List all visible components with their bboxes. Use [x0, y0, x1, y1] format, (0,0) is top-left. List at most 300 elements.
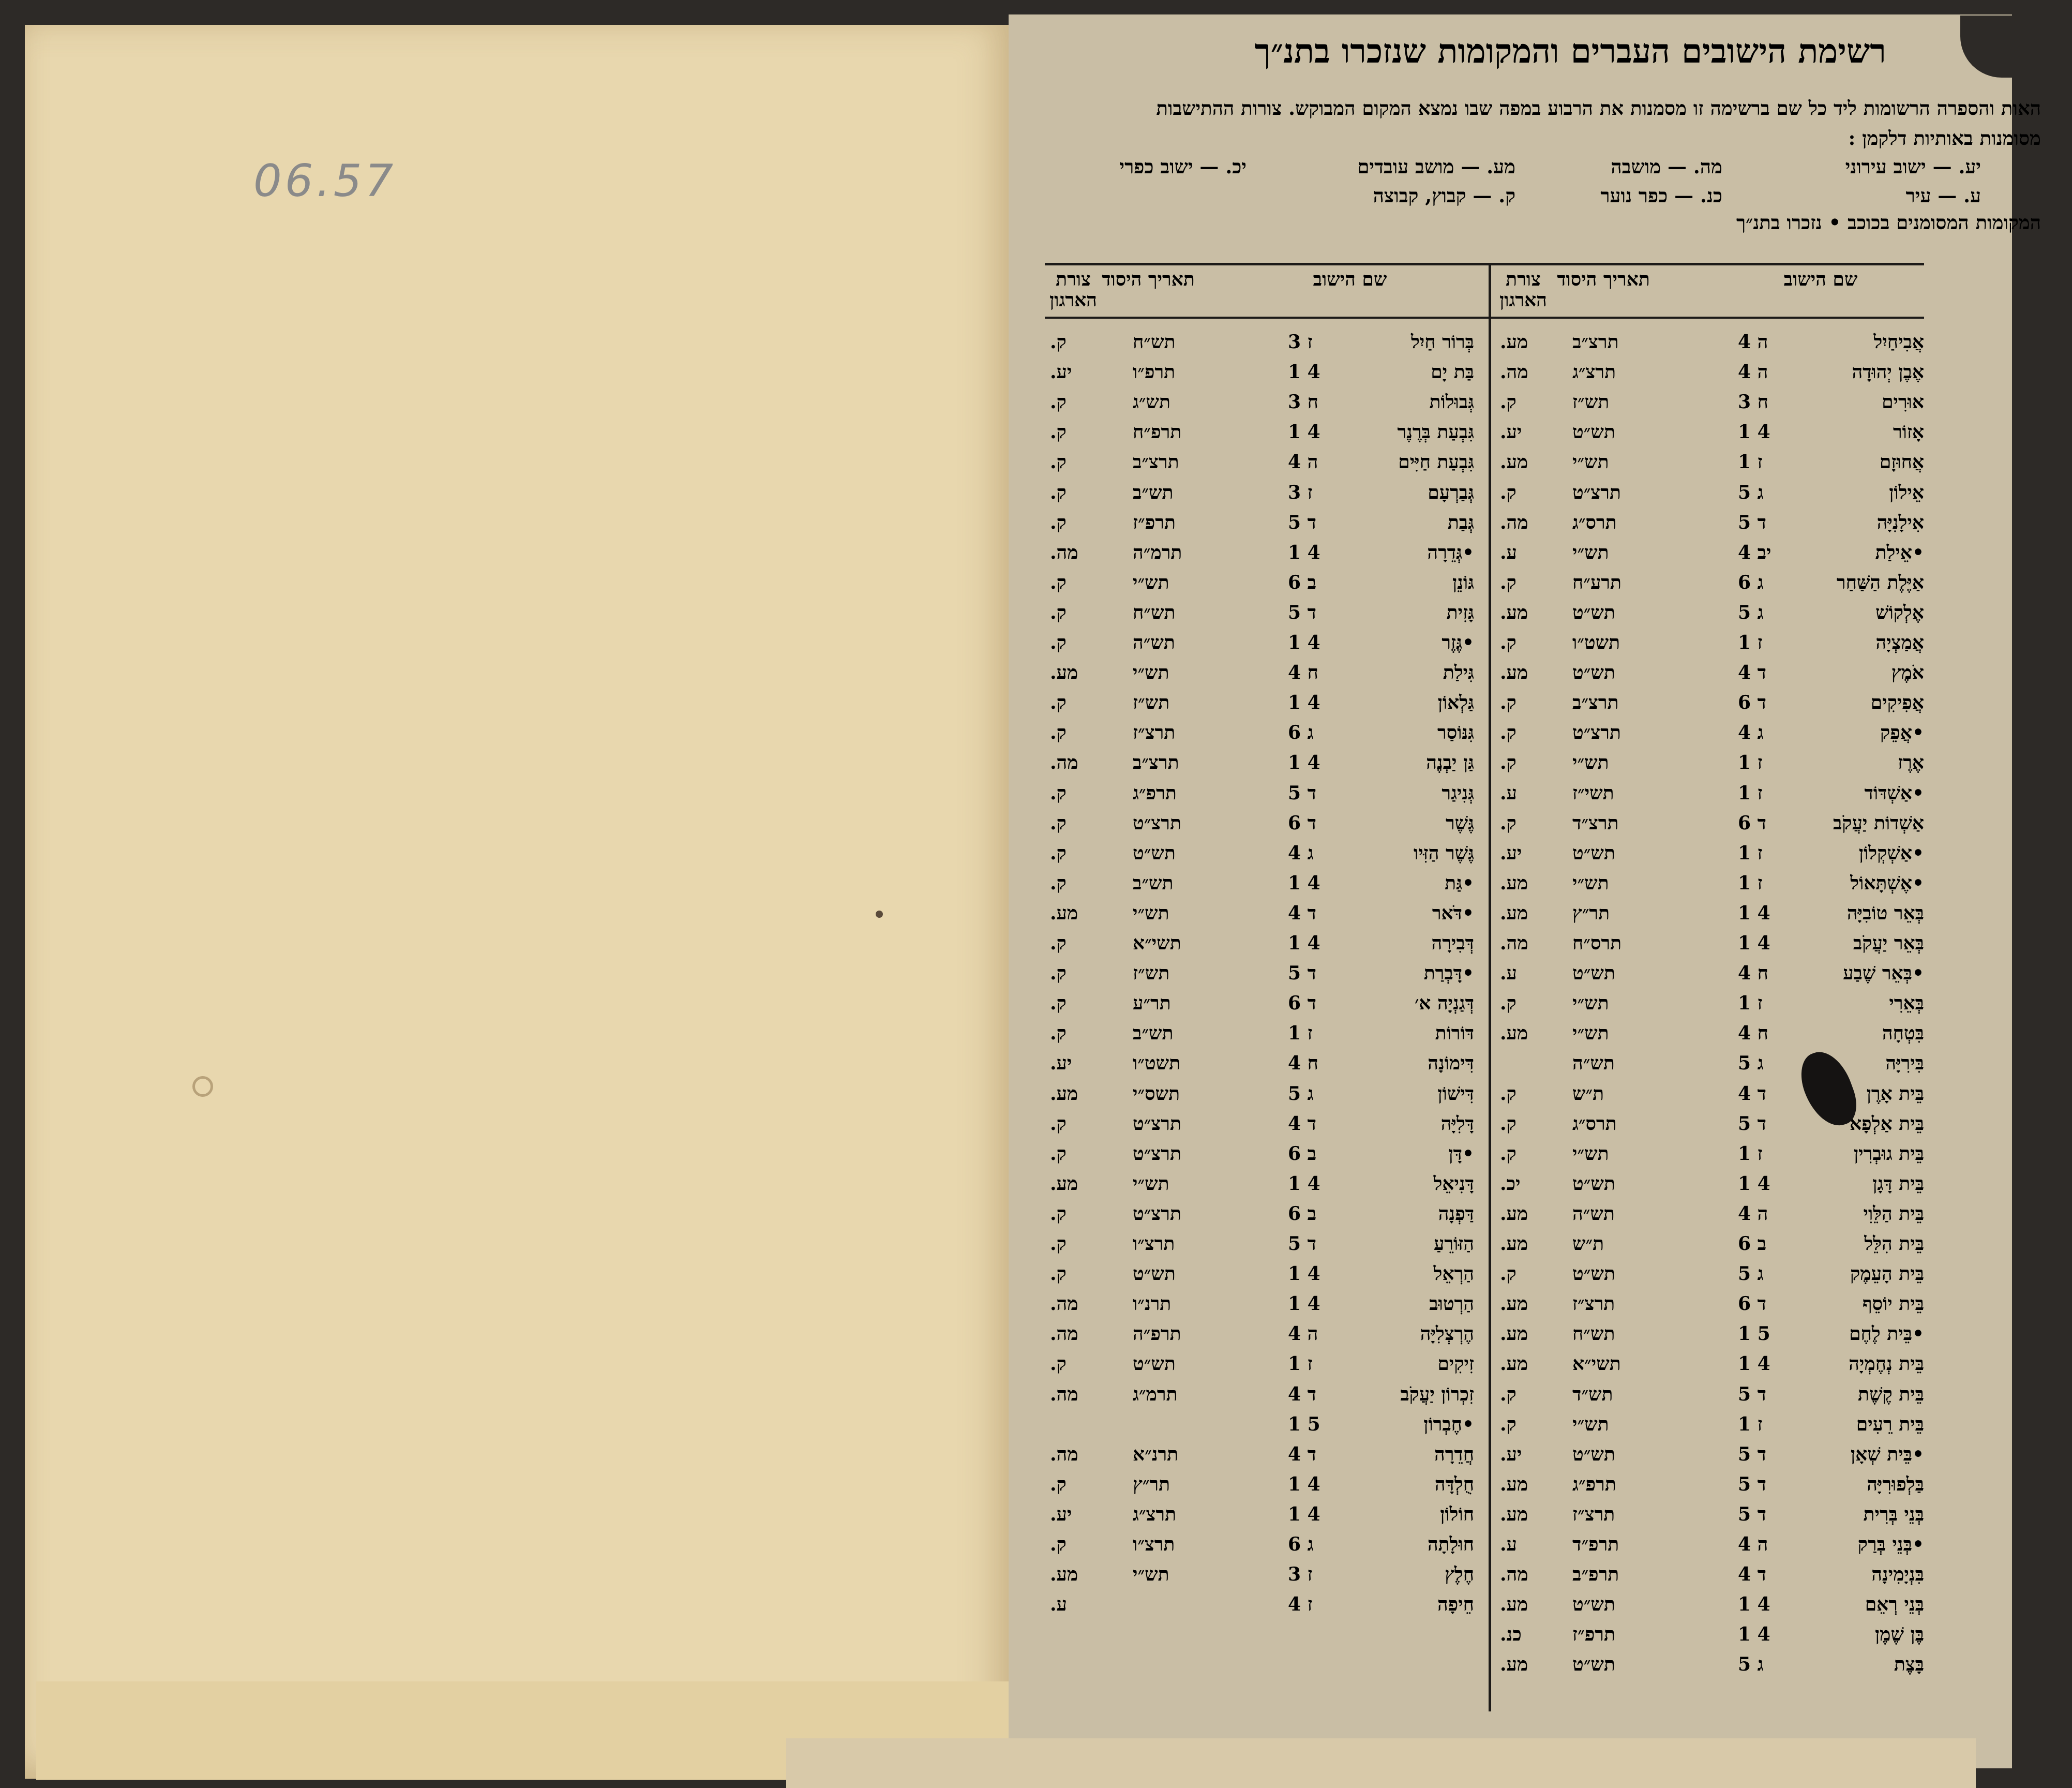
list-item — [1495, 692, 1924, 722]
organization-type: ק. — [1500, 571, 1517, 593]
organization-type: ע. — [1500, 541, 1517, 563]
founding-date: תשס״י — [1133, 1082, 1180, 1105]
list-item — [1495, 992, 1924, 1022]
map-grid-ref: 1 4 — [1738, 1353, 1770, 1375]
organization-type: ק. — [1050, 992, 1067, 1015]
founding-date: תש״ח — [1572, 1323, 1615, 1345]
settlement-name: זִכְרוֹן יַעֲקֹב — [1400, 1383, 1474, 1405]
map-grid-ref: 4 ד — [1288, 1383, 1316, 1405]
settlement-name: דָּנִיאֵל — [1433, 1172, 1474, 1195]
organization-type: מע. — [1500, 1593, 1528, 1616]
map-grid-ref: 1 4 — [1288, 692, 1320, 714]
map-grid-ref: 1 4 — [1738, 902, 1770, 924]
settlement-name: גָּזִית — [1446, 601, 1474, 623]
organization-type: מע. — [1500, 331, 1528, 353]
map-grid-ref: 6 ב — [1288, 571, 1316, 593]
founding-date: תרצ״ב — [1133, 752, 1179, 774]
list-item — [1050, 331, 1474, 361]
settlement-name: אֹמֶץ — [1891, 662, 1924, 684]
settlement-name: בֵּית אָרֶן — [1866, 1082, 1924, 1105]
founding-date: תש״ט — [1133, 1353, 1176, 1375]
founding-date: תרפ״ז — [1572, 1623, 1615, 1646]
organization-type: ק. — [1050, 722, 1067, 744]
organization-type: ק. — [1050, 1022, 1067, 1045]
header-top-rule — [1045, 263, 1924, 265]
organization-type: מה. — [1050, 752, 1078, 774]
list-item — [1050, 1022, 1474, 1052]
founding-date: תר״ץ — [1133, 1473, 1170, 1495]
settlement-name: •גְּדֵרָה — [1427, 541, 1474, 563]
list-item — [1050, 1353, 1474, 1383]
settlement-name: •בֵּית לֶחֶם — [1849, 1323, 1924, 1345]
map-grid-ref: 1 4 — [1288, 1473, 1320, 1495]
list-item — [1495, 361, 1924, 391]
founding-date: תש״ב — [1133, 481, 1174, 503]
settlement-name: חֻלְדָּה — [1434, 1473, 1474, 1495]
founding-date: תש״ה — [1572, 1202, 1615, 1225]
list-item — [1050, 902, 1474, 932]
settlement-name: •חֶבְרוֹן — [1423, 1413, 1474, 1435]
settlement-name: גּוֹנֵן — [1452, 571, 1474, 593]
settlement-name: •דָּן — [1448, 1142, 1474, 1165]
legend-item: יע. — ישוב עירוני — [1845, 155, 1981, 178]
list-item — [1495, 842, 1924, 872]
list-item — [1050, 1563, 1474, 1593]
list-item — [1495, 1143, 1924, 1173]
map-grid-ref: 6 ד — [1288, 992, 1316, 1015]
map-grid-ref: 6 ב — [1738, 1233, 1766, 1255]
list-item — [1495, 872, 1924, 902]
settlement-name: דִּימוֹנָה — [1428, 1052, 1474, 1075]
organization-type: ק. — [1500, 1112, 1517, 1135]
list-item — [1050, 391, 1474, 421]
map-grid-ref: 6 ב — [1288, 1142, 1316, 1165]
founding-date: תרפ״ה — [1133, 1323, 1181, 1345]
intro-text: האות והספרה הרשומות ליד כל שם ברשימה זו מסמנות את הרבוע במפה שבו נמצא המקום המבוקש. צורות ההתישבות מסומנות באותיות דלקמן : — [1156, 97, 2041, 150]
map-grid-ref: 1 4 — [1738, 421, 1770, 443]
map-grid-ref: 4 ה — [1738, 361, 1768, 383]
list-item — [1495, 722, 1924, 752]
founding-date: תרנ״ו — [1133, 1293, 1172, 1315]
settlement-name: בֵּית הָעֵמֶק — [1850, 1263, 1924, 1285]
organization-type: ק. — [1500, 1082, 1517, 1105]
map-grid-ref: 5 ג — [1738, 1653, 1764, 1676]
list-item — [1050, 662, 1474, 692]
map-grid-ref: 4 ח — [1738, 1022, 1768, 1045]
founding-date: תש״ה — [1133, 632, 1175, 653]
map-grid-ref: 5 ג — [1738, 1263, 1764, 1285]
map-grid-ref: 6 ב — [1288, 1202, 1316, 1225]
list-item — [1495, 812, 1924, 842]
founding-date: תש״י — [1572, 872, 1609, 894]
list-item — [1050, 842, 1474, 872]
organization-type: יע. — [1500, 421, 1522, 443]
map-grid-ref: 1 ז — [1288, 1353, 1313, 1375]
founding-date: תש״י — [1133, 662, 1169, 684]
settlement-name: גִּבְעַת בְּרֶנֶר — [1397, 421, 1474, 443]
list-item — [1050, 632, 1474, 662]
list-item — [1495, 1203, 1924, 1233]
settlement-name: גְּנִיגַר — [1442, 782, 1474, 804]
list-item — [1495, 1323, 1924, 1353]
settlement-name: גַּלְאוֹן — [1437, 692, 1474, 714]
organization-type: מע. — [1500, 1473, 1528, 1495]
page-title: רשימת הישובים העברים והמקומות שנזכרו בתנ״ך — [1254, 32, 1886, 71]
settlement-name: •דֹּאר — [1432, 902, 1474, 924]
organization-type: ק. — [1050, 331, 1067, 353]
map-grid-ref: 6 ד — [1738, 812, 1766, 834]
map-grid-ref: 4 ד — [1738, 662, 1766, 684]
left-blank-page — [25, 25, 1011, 1779]
list-item — [1495, 482, 1924, 512]
settlement-name: אֶלְקוֹשׁ — [1875, 601, 1924, 623]
settlement-name: בֵּית דָּגָן — [1872, 1172, 1924, 1195]
list-item — [1495, 512, 1924, 542]
settlement-name: בְּנֵי רְאֵם — [1865, 1593, 1924, 1616]
map-grid-ref: 4 ג — [1738, 722, 1764, 744]
settlement-name: חוּלָתָה — [1427, 1533, 1474, 1555]
map-grid-ref: 4 ה — [1738, 1533, 1768, 1555]
organization-type: ק. — [1050, 571, 1067, 593]
map-grid-ref: 5 ד — [1738, 1503, 1766, 1525]
organization-type: מע. — [1050, 902, 1078, 924]
list-item — [1495, 1233, 1924, 1263]
map-grid-ref: 4 ח — [1288, 662, 1318, 684]
map-grid-ref: 1 ז — [1288, 1022, 1313, 1045]
founding-date: תש״ג — [1133, 391, 1171, 413]
organization-type: ק. — [1500, 812, 1517, 834]
settlement-name: גְּבַת — [1447, 511, 1474, 533]
founding-date: תש״ב — [1133, 1022, 1174, 1045]
map-grid-ref: 5 ד — [1288, 511, 1316, 533]
map-grid-ref: 6 ג — [1288, 722, 1314, 744]
founding-date: תרצ״ט — [1133, 1112, 1181, 1135]
list-item — [1495, 1263, 1924, 1293]
organization-type: ק. — [1050, 632, 1067, 653]
legend-item: מה. — מושבה — [1611, 155, 1722, 178]
settlement-name: בֵּית אַלְפָא — [1850, 1112, 1924, 1135]
list-item — [1050, 1413, 1474, 1443]
column-header-date: תאריך היסוד — [1557, 269, 1650, 290]
settlement-name: בֵּית רֵעִים — [1856, 1413, 1924, 1435]
founding-date: תש״ט — [1572, 1263, 1615, 1285]
map-grid-ref: 1 4 — [1288, 1172, 1320, 1195]
map-grid-ref: 1 4 — [1738, 1593, 1770, 1616]
list-item — [1050, 692, 1474, 722]
map-grid-ref: 4 ד — [1738, 1082, 1766, 1105]
list-item — [1050, 602, 1474, 632]
founding-date: תרצ״ב — [1572, 331, 1619, 353]
list-item — [1050, 361, 1474, 391]
list-item — [1050, 512, 1474, 542]
map-grid-ref: 1 ז — [1738, 1142, 1763, 1165]
list-item — [1050, 1263, 1474, 1293]
founding-date: תש״ב — [1133, 872, 1174, 894]
map-grid-ref: 1 4 — [1738, 932, 1770, 954]
organization-type: יע. — [1050, 1503, 1072, 1525]
organization-type: מע. — [1500, 1503, 1528, 1525]
organization-type: מע. — [1500, 601, 1528, 623]
founding-date: תש״ט — [1572, 842, 1615, 864]
settlement-name: זִיקִים — [1437, 1353, 1474, 1375]
organization-type: ק. — [1500, 1263, 1517, 1285]
founding-date: תש״י — [1133, 1172, 1169, 1195]
organization-type: ק. — [1050, 1353, 1067, 1375]
list-item — [1050, 1052, 1474, 1082]
list-item — [1050, 1203, 1474, 1233]
organization-type: ע. — [1500, 1533, 1517, 1555]
list-item — [1050, 1173, 1474, 1203]
map-grid-ref: 5 ד — [1738, 1443, 1766, 1465]
list-item — [1050, 1383, 1474, 1413]
legend-item: ק. — קבוץ, קבוצה — [1373, 184, 1515, 207]
organization-type: ק. — [1050, 1473, 1067, 1495]
founding-date: תש״ט — [1572, 1653, 1615, 1676]
settlement-name: אֲחוּזָם — [1879, 451, 1924, 473]
list-item — [1495, 542, 1924, 572]
map-grid-ref: 5 ד — [1738, 1112, 1766, 1135]
founding-date: תש״ט — [1133, 1263, 1176, 1285]
list-item — [1050, 1473, 1474, 1503]
list-item — [1050, 451, 1474, 481]
list-item — [1495, 1293, 1924, 1323]
list-item — [1495, 1653, 1924, 1683]
settlement-name: •דָּבְרַת — [1423, 962, 1474, 985]
list-item — [1495, 1443, 1924, 1473]
settlement-name: •בֵּית שְׁאָן — [1850, 1443, 1924, 1465]
organization-type: יע. — [1500, 842, 1522, 864]
settlement-name: דַּפְנָה — [1438, 1202, 1474, 1225]
founding-date: תש״י — [1572, 992, 1609, 1015]
organization-type: מע. — [1500, 1202, 1528, 1225]
map-grid-ref: 4 ה — [1738, 331, 1768, 353]
founding-date: תרפ״ג — [1133, 782, 1177, 804]
map-grid-ref: 1 ז — [1738, 451, 1763, 473]
organization-type: ע. — [1500, 962, 1517, 985]
settlement-name: •בְּנֵי בְּרַק — [1857, 1533, 1924, 1555]
organization-type: מע. — [1500, 662, 1528, 684]
map-grid-ref: 4 ה — [1288, 451, 1318, 473]
settlement-name: בְּאֵרִי — [1889, 992, 1924, 1015]
list-item — [1495, 782, 1924, 812]
organization-type: מה. — [1050, 1293, 1078, 1315]
map-grid-ref: 5 ד — [1738, 1473, 1766, 1495]
settlement-name: בַּת יָם — [1431, 361, 1474, 383]
settlement-name: •אַשְׁדּוֹד — [1864, 782, 1924, 804]
settlement-name: הַזּוֹרֵעַ — [1433, 1233, 1474, 1255]
organization-type: מה. — [1050, 541, 1078, 563]
organization-type: ק. — [1050, 511, 1067, 533]
settlement-name: אֶבֶן יְהוּדָה — [1852, 361, 1924, 383]
organization-type: מע. — [1500, 1233, 1528, 1255]
organization-type: ק. — [1050, 481, 1067, 503]
organization-type: מה. — [1050, 1323, 1078, 1345]
list-item — [1495, 1353, 1924, 1383]
list-item — [1050, 1293, 1474, 1323]
organization-type: ק. — [1050, 782, 1067, 804]
organization-type: מע. — [1050, 662, 1078, 684]
map-grid-ref: 5 ד — [1288, 1233, 1316, 1255]
settlement-name: גְּבוּלוֹת — [1429, 391, 1474, 413]
organization-type: ק. — [1500, 391, 1517, 413]
founding-date: תשט״ו — [1133, 1052, 1181, 1075]
organization-type: מע. — [1500, 1293, 1528, 1315]
map-grid-ref: 1 4 — [1738, 1623, 1770, 1646]
settlement-name: חֲדֵרָה — [1434, 1443, 1474, 1465]
settlement-name: בֵּית יוֹסֵף — [1862, 1293, 1924, 1315]
list-item — [1050, 1443, 1474, 1473]
list-item — [1050, 572, 1474, 602]
organization-type: ק. — [1050, 421, 1067, 443]
list-item — [1050, 722, 1474, 752]
organization-type: ק. — [1500, 722, 1517, 744]
founding-date: תש״ח — [1133, 331, 1176, 353]
settlement-name: •גֶּזֶר — [1442, 632, 1474, 653]
list-item — [1050, 812, 1474, 842]
organization-type: ק. — [1050, 692, 1067, 714]
settlement-name: גְּבַרְעָם — [1428, 481, 1474, 503]
torn-bottom-edge — [786, 1738, 1976, 1788]
settlement-name: גֶּשֶׁר הַזִּיו — [1414, 842, 1474, 864]
settlement-name: אַשְׁדוֹת יַעֲקֹב — [1833, 812, 1924, 834]
map-grid-ref: 4 יב — [1738, 541, 1771, 563]
organization-type: מע. — [1500, 1653, 1528, 1676]
founding-date: תרצ״ט — [1133, 1142, 1181, 1165]
organization-type: ק. — [1050, 1112, 1067, 1135]
column-header-name: שם הישוב — [1783, 269, 1858, 290]
organization-type: כנ. — [1500, 1623, 1522, 1646]
list-item — [1495, 1503, 1924, 1533]
organization-type: ק. — [1050, 601, 1067, 623]
founding-date: תש״י — [1572, 451, 1609, 473]
founding-date: תש״ז — [1572, 391, 1610, 413]
list-item — [1495, 662, 1924, 692]
founding-date: תש״ט — [1572, 662, 1615, 684]
founding-date: תש״ט — [1572, 962, 1615, 985]
map-grid-ref: 1 ז — [1738, 752, 1763, 774]
column-header-type: צורת הארגון — [1499, 269, 1547, 311]
list-item — [1050, 482, 1474, 512]
founding-date: תרצ״ז — [1572, 1503, 1615, 1525]
organization-type: מה. — [1500, 932, 1528, 954]
founding-date: תש״י — [1572, 1413, 1609, 1435]
settlement-name: בֵּית גוּבְרִין — [1853, 1142, 1924, 1165]
organization-type: מה. — [1500, 1563, 1528, 1586]
organization-type: ק. — [1500, 1383, 1517, 1405]
paper-spot — [192, 1076, 213, 1097]
settlement-name: •אֲפֵק — [1880, 722, 1924, 744]
founding-date: תרצ״ט — [1572, 481, 1621, 503]
founding-date: תר״ץ — [1572, 902, 1610, 924]
map-grid-ref: 3 ז — [1288, 331, 1313, 353]
list-item — [1495, 1022, 1924, 1052]
organization-type: ק. — [1500, 992, 1517, 1015]
organization-type: ק. — [1050, 1233, 1067, 1255]
column-divider — [1489, 263, 1491, 1711]
map-grid-ref: 1 ז — [1738, 842, 1763, 864]
list-item — [1050, 1113, 1474, 1143]
list-item — [1495, 1052, 1924, 1082]
map-grid-ref: 4 ה — [1738, 1202, 1768, 1225]
settlement-name: חֵיפָה — [1437, 1593, 1474, 1616]
organization-type: מה. — [1050, 1383, 1078, 1405]
founding-date: תש״ט — [1572, 601, 1615, 623]
list-item — [1050, 872, 1474, 902]
founding-date: תרצ״ז — [1572, 1293, 1615, 1315]
legend-item: כנ. — כפר נוער — [1600, 184, 1722, 207]
settlement-name: •בְּאֵר שֶׁבַע — [1843, 962, 1924, 985]
settlement-name: •אֶשְׁתָּאוֹל — [1850, 872, 1924, 894]
founding-date: תרע״ח — [1572, 571, 1621, 593]
founding-date: תרפ״ב — [1572, 1563, 1619, 1586]
list-item — [1495, 752, 1924, 782]
organization-type: מע. — [1500, 451, 1528, 473]
map-grid-ref: 1 ז — [1738, 632, 1763, 653]
list-item — [1050, 782, 1474, 812]
settlement-name: דְּגַנְיָה א׳ — [1414, 992, 1474, 1015]
founding-date: תרפ״ד — [1572, 1533, 1619, 1555]
list-item — [1495, 1413, 1924, 1443]
founding-date: תש״ה — [1572, 1052, 1615, 1075]
founding-date: תשי״א — [1572, 1353, 1621, 1375]
settlement-name: הַרְאֵל — [1433, 1263, 1474, 1285]
founding-date: תש״ז — [1133, 692, 1170, 714]
header-bottom-rule — [1045, 317, 1924, 319]
list-item — [1050, 992, 1474, 1022]
organization-type: מע. — [1500, 902, 1528, 924]
list-item — [1050, 421, 1474, 451]
founding-date: תש״ז — [1133, 962, 1170, 985]
map-grid-ref: 1 4 — [1288, 1503, 1320, 1525]
organization-type: יע. — [1500, 1443, 1522, 1465]
list-item — [1050, 962, 1474, 992]
list-item — [1495, 632, 1924, 662]
map-grid-ref: 1 ז — [1738, 1413, 1763, 1435]
map-grid-ref: 5 ג — [1738, 1052, 1764, 1075]
map-grid-ref: 4 ד — [1288, 1443, 1316, 1465]
settlement-name: בֵּית קֶשֶׁת — [1858, 1383, 1924, 1405]
list-item — [1495, 902, 1924, 932]
founding-date: תש״י — [1133, 1563, 1169, 1586]
map-grid-ref: 1 4 — [1288, 421, 1320, 443]
list-item — [1050, 932, 1474, 962]
list-item — [1495, 962, 1924, 992]
map-grid-ref: 1 4 — [1288, 1293, 1320, 1315]
settlement-name: בַּלְפוּרִיָּה — [1867, 1473, 1924, 1495]
founding-date: תש״ט — [1572, 1172, 1615, 1195]
map-grid-ref: 4 ח — [1288, 1052, 1318, 1075]
founding-date: תש״י — [1572, 752, 1609, 774]
list-item — [1495, 1593, 1924, 1623]
settlement-name: אַיֶּלֶת הַשַּׁחַר — [1836, 571, 1924, 593]
founding-date: תרצ״ט — [1133, 812, 1181, 834]
settlement-name: •גַּת — [1445, 872, 1474, 894]
settlement-name: בֵּית נְחֶמְיָה — [1849, 1353, 1924, 1375]
founding-date: תש״ט — [1572, 421, 1615, 443]
map-grid-ref: 1 4 — [1288, 361, 1320, 383]
founding-date: תרצ״ט — [1133, 1202, 1181, 1225]
map-grid-ref: 3 ז — [1288, 481, 1313, 503]
list-item — [1050, 1533, 1474, 1563]
settlement-name: דּוֹרוֹת — [1435, 1022, 1474, 1045]
map-grid-ref: 3 ח — [1288, 391, 1318, 413]
map-grid-ref: 6 ד — [1288, 812, 1316, 834]
settlement-name: בְּאֵר טוֹבִיָּה — [1846, 902, 1924, 924]
list-item — [1050, 1593, 1474, 1623]
organization-type: מע. — [1050, 1563, 1078, 1586]
map-grid-ref: 1 4 — [1288, 752, 1320, 774]
map-grid-ref: 3 ז — [1288, 1563, 1313, 1586]
